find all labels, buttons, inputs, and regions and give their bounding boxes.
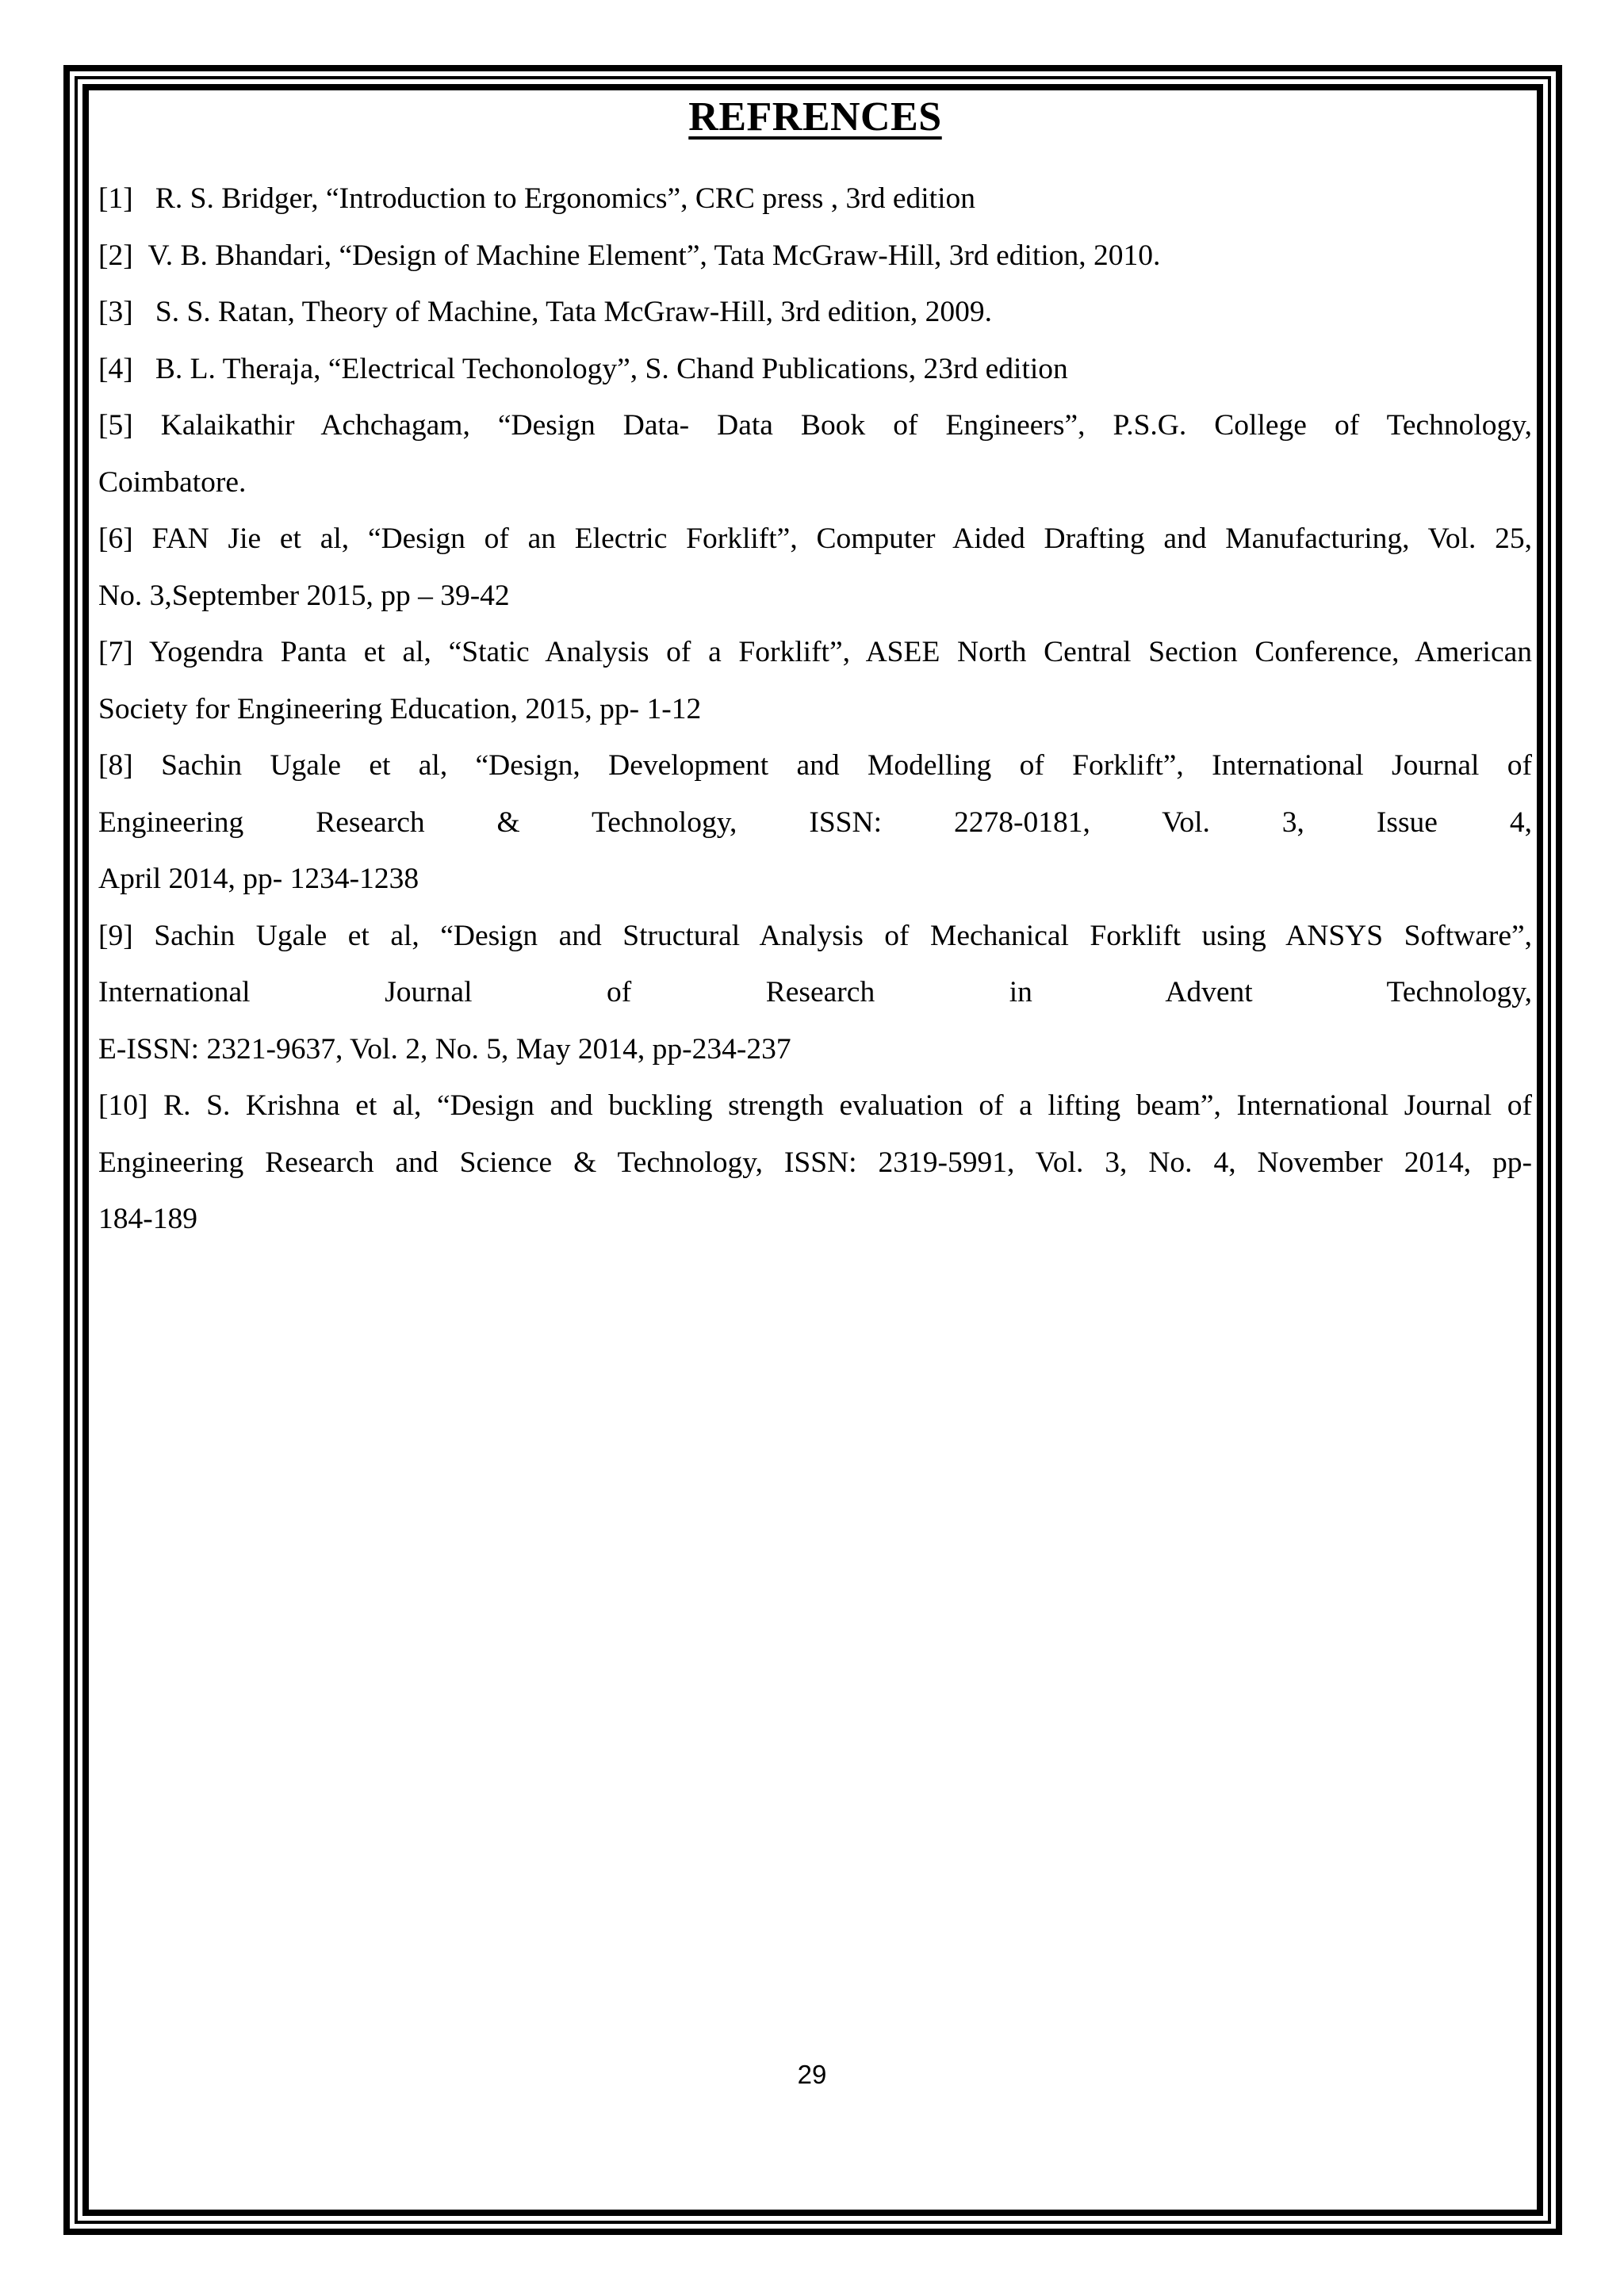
reference-line: [8] Sachin Ugale et al, “Design, Development and Modelling of Forklift”, International Journal of: [98, 749, 1532, 782]
reference-item: [98, 397, 1532, 511]
reference-line: [2] V. B. Bhandari, “Design of Machine Element”, Tata McGraw-Hill, 3rd edition, 2010.: [98, 239, 1161, 272]
reference-line: Engineering Research and Science & Technology, ISSN: 2319-5991, Vol. 3, No. 4, November 2014, pp-: [98, 1146, 1532, 1179]
reference-item: [98, 228, 1532, 285]
reference-line: Society for Engineering Education, 2015, pp- 1-12: [98, 692, 702, 725]
reference-line: [1] R. S. Bridger, “Introduction to Ergonomics”, CRC press , 3rd edition: [98, 182, 976, 215]
reference-line: 184-189: [98, 1203, 197, 1235]
reference-line: [7] Yogendra Panta et al, “Static Analysis of a Forklift”, ASEE North Central Section Conference, American: [98, 636, 1532, 668]
reference-line: [10] R. S. Krishna et al, “Design and buckling strength evaluation of a lifting beam”, International Journal of: [98, 1089, 1532, 1122]
reference-line: April 2014, pp- 1234-1238: [98, 863, 419, 895]
reference-item: [98, 511, 1532, 624]
reference-item: [98, 284, 1532, 341]
reference-item: [98, 341, 1532, 398]
reference-line: [9] Sachin Ugale et al, “Design and Structural Analysis of Mechanical Forklift using ANSYS Software”,: [98, 919, 1532, 952]
reference-item: [98, 1077, 1532, 1248]
page-content: [98, 94, 1532, 1248]
reference-item: [98, 170, 1532, 228]
reference-list: [98, 170, 1532, 1248]
reference-item: [98, 624, 1532, 737]
reference-line: No. 3,September 2015, pp – 39-42: [98, 579, 510, 612]
reference-line: Coimbatore.: [98, 465, 247, 499]
reference-line: E-ISSN: 2321-9637, Vol. 2, No. 5, May 2014, pp-234-237: [98, 1032, 791, 1066]
reference-line: International Journal of Research in Advent Technology,: [98, 976, 1532, 1008]
reference-line: Engineering Research & Technology, ISSN: 2278-0181, Vol. 3, Issue 4,: [98, 806, 1532, 839]
reference-line: [4] B. L. Theraja, “Electrical Techonology”, S. Chand Publications, 23rd edition: [98, 352, 1068, 385]
reference-line: [3] S. S. Ratan, Theory of Machine, Tata McGraw-Hill, 3rd edition, 2009.: [98, 296, 993, 328]
page-number: 29: [797, 2060, 827, 2089]
reference-item: [98, 737, 1532, 908]
reference-item: [98, 908, 1532, 1078]
reference-line: [6] FAN Jie et al, “Design of an Electric Forklift”, Computer Aided Drafting and Manufacturing, Vol. 25,: [98, 522, 1532, 555]
page-title: REFRENCES: [688, 94, 942, 140]
reference-line: [5] Kalaikathir Achchagam, “Design Data- Data Book of Engineers”, P.S.G. College of Technology,: [98, 409, 1532, 442]
